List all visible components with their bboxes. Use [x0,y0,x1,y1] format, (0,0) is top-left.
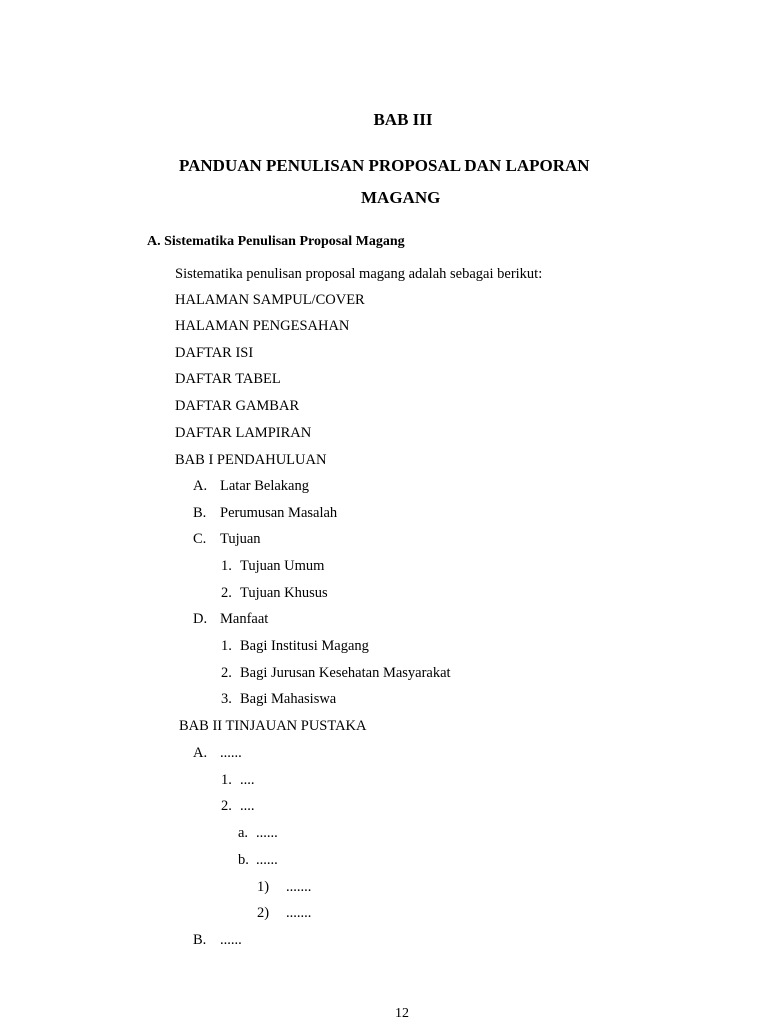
list-marker: 2. [221,798,232,814]
chapter-heading: BAB III [373,110,433,129]
list-item-text: Bagi Institusi Magang [240,638,369,654]
list-item: DAFTAR ISI [175,345,254,361]
list-marker: a. [238,825,249,841]
list-item [221,798,255,815]
list-marker: 1. [221,638,232,654]
list-marker: 2) [257,905,270,921]
list-item-text: ....... [286,905,312,921]
list-item [257,879,311,896]
list-item-text: Bagi Mahasiswa [240,691,337,707]
list-item [238,852,278,869]
list-item [221,772,255,789]
list-marker: 2. [221,665,232,681]
list-item-text: Latar Belakang [220,478,309,494]
list-item [221,638,369,655]
list-item [193,611,268,628]
list-marker: A. [193,745,208,761]
document-title-line-2: MAGANG [361,188,441,207]
page-number: 12 [395,1006,409,1021]
list-item [193,745,242,762]
list-item-text: ...... [220,745,242,761]
list-item: DAFTAR LAMPIRAN [175,425,312,441]
list-item-text: Tujuan Umum [240,558,325,574]
list-item [257,905,311,922]
list-item-text: Bagi Jurusan Kesehatan Masyarakat [240,665,451,681]
list-item [238,825,278,842]
list-marker: B. [193,932,207,948]
list-item-text: Tujuan [220,531,261,547]
list-item [193,478,309,495]
list-marker: A. [193,478,208,494]
list-item: HALAMAN PENGESAHAN [175,318,350,334]
list-marker: 1. [221,772,232,788]
list-item-text: Tujuan Khusus [240,585,328,601]
list-item [221,665,451,682]
document-title-line-1: PANDUAN PENULISAN PROPOSAL DAN LAPORAN [179,156,590,175]
list-marker: 1. [221,558,232,574]
bab1-heading: BAB I PENDAHULUAN [175,452,327,468]
list-marker: 2. [221,585,232,601]
list-marker: C. [193,531,207,547]
list-item-text: Perumusan Masalah [220,505,338,521]
list-marker: D. [193,611,208,627]
list-marker: 3. [221,691,232,707]
list-item: DAFTAR TABEL [175,371,281,387]
list-marker: 1) [257,879,270,895]
list-item: HALAMAN SAMPUL/COVER [175,292,365,308]
intro-text: Sistematika penulisan proposal magang adalah sebagai berikut: [175,266,543,282]
list-item-text: ...... [256,825,278,841]
list-item-text: .... [240,772,255,788]
list-item-text: ....... [286,879,312,895]
section-heading-a: A. Sistematika Penulisan Proposal Magang [147,234,405,249]
bab2-heading: BAB II TINJAUAN PUSTAKA [179,718,367,734]
list-item-text: ...... [256,852,278,868]
list-item [193,505,337,522]
list-item-text: .... [240,798,255,814]
list-item [221,558,324,575]
list-item-text: ...... [220,932,242,948]
list-item: DAFTAR GAMBAR [175,398,300,414]
list-item-text: Manfaat [220,611,269,627]
list-item [193,531,261,548]
list-item [193,932,242,949]
list-marker: b. [238,852,249,868]
list-item [221,691,336,708]
list-item [221,585,328,602]
list-marker: B. [193,505,207,521]
